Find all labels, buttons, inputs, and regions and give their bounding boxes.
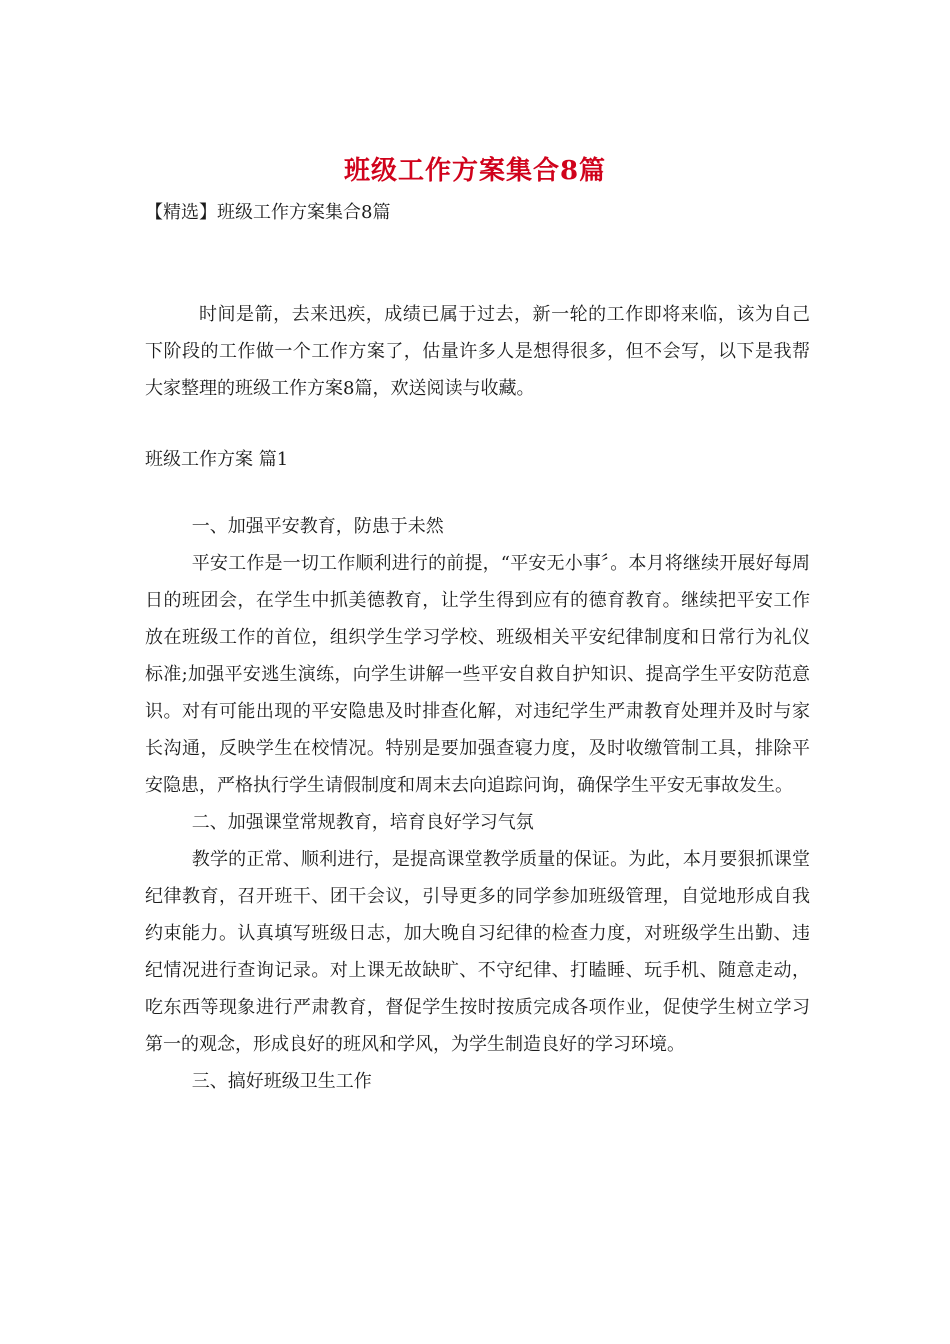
section-heading: 班级工作方案 篇1 bbox=[145, 449, 289, 470]
intro-paragraph: 时间是箭，去来迅疾，成绩已属于过去，新一轮的工作即将来临，该为自己下阶段的工作做一个工作方案了，估量许多人是想得很多，但不会写，以下是我帮大家整理的班级工作方案8篇，欢送阅读与收藏。 bbox=[145, 304, 810, 399]
paragraph-safety: 平安工作是一切工作顺利进行的前提，“平安无小事〞。本月将继续开展好每周日的班团会，在学生中抓美德教育，让学生得到应有的德育教育。继续把平安工作放在班级工作的首位，组织学生学习学校、班级相关平安纪律制度和日常行为礼仪标准;加强平安逃生演练，向学生讲解一些平安自救自护知识、提高学生平安防范意识。对有可能出现的平安隐患及时排查化解，对违纪学生严肃教育处理并及时与家长沟通，反映学生在校情况。特别是要加强查寝力度，及时收缴管制工具，排除平安隐患，严格执行学生请假制度和周末去向追踪问询，确保学生平安无事故发生。 bbox=[145, 553, 810, 796]
paragraph-classroom: 教学的正常、顺利进行，是提高课堂教学质量的保证。为此，本月要狠抓课堂纪律教育，召开班干、团干会议，引导更多的同学参加班级管理，自觉地形成自我约束能力。认真填写班级日志，加大晚自习纪律的检查力度，对班级学生出勤、违纪情况进行查询记录。对上课无故缺旷、不守纪律、打瞌睡、玩手机、随意走动，吃东西等现象进行严肃教育，督促学生按时按质完成各项作业，促使学生树立学习第一的观念，形成良好的班风和学风，为学生制造良好的学习环境。 bbox=[145, 849, 810, 1055]
heading-hygiene: 三、搞好班级卫生工作 bbox=[191, 1071, 372, 1092]
document-title: 班级工作方案集合8篇 bbox=[343, 156, 607, 186]
heading-classroom: 二、加强课堂常规教育，培育良好学习气氛 bbox=[191, 812, 534, 833]
document-subtitle: 【精选】班级工作方案集合8篇 bbox=[145, 202, 391, 223]
heading-safety: 一、加强平安教育，防患于未然 bbox=[191, 516, 444, 537]
section-content bbox=[145, 508, 810, 1100]
